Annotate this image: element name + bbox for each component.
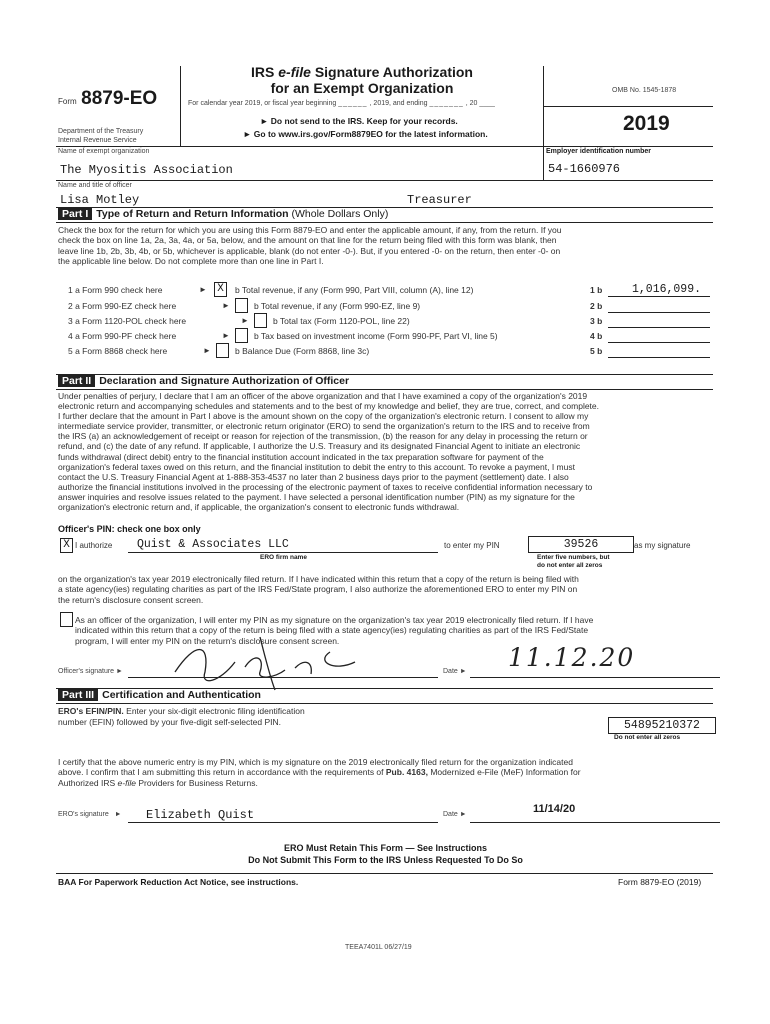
line-4a-label: 4 a Form 990-PF check here [68, 331, 177, 341]
line-5a-checkbox[interactable] [216, 343, 229, 358]
officer-signature [165, 632, 395, 692]
go-to-irs: ► Go to www.irs.gov/Form8879EO for the latest information. [243, 129, 488, 139]
irs-line: Internal Revenue Service [58, 137, 137, 144]
officer-pin-option-text: As an officer of the organization, I will enter my PIN as my signature on the organization's tax year 2019 electronically filed return. If I have indicated within this return that a copy of the return is being filed with a state agency(ies) regulating charities as part of the IRS Fed/State program, I will enter my PIN on the return's disclosure consent screen. [75, 615, 594, 646]
line-5b-number: 5 b [590, 346, 603, 356]
line-4b-label: b Tax based on investment income (Form 990-PF, Part VI, line 5) [254, 331, 498, 341]
pin-heading: Officer's PIN: check one box only [58, 524, 201, 534]
pin-note: Enter five numbers, but do not enter all zeros [537, 554, 610, 569]
line-2b-label: b Total revenue, if any (Form 990-EZ, line 9) [254, 301, 421, 311]
line-5b-label: b Balance Due (Form 8868, line 3c) [235, 346, 370, 356]
line-3a-checkbox[interactable] [254, 313, 267, 328]
ero-consent-text: on the organization's tax year 2019 electronically filed return. If I have indicated within this return that a copy of the return is being filed with a state agency(ies) regulating charities as part of the IRS Fed/State program, I also authorize the aforementioned ERO to enter my PIN on the return's disclosure consent screen. [58, 574, 579, 605]
officer-enter-pin-checkbox[interactable] [60, 612, 73, 627]
form-title: IRS e-file Signature Authorization for an Exempt Organization [251, 64, 473, 96]
baa-notice: BAA For Paperwork Reduction Act Notice, see instructions. [58, 877, 299, 887]
tax-year: 2019 [623, 112, 670, 135]
line-3b-number: 3 b [590, 316, 603, 326]
ero-signature-label: ERO's signature ► [58, 811, 122, 818]
line-2b-amount[interactable] [608, 300, 710, 313]
part-1-heading: Part I Type of Return and Return Information (Whole Dollars Only) [58, 208, 388, 220]
ein-value: 54-1660976 [548, 162, 621, 176]
part-1-instructions: Check the box for the return for which you are using this Form 8879-EO and enter the applicable amount, if any, from the return. If you check the box on line 1a, 2a, 3a, 4a, or 5a, below, and the amount on that line for the return being filed with this form was blank, then leave line 1b, 2b, 3b, 4b, or 5b, whichever is applicable, blank (do not enter -0-). But, if you entered -0- on the return, then enter -0- on the applicable line below. Do not complete more than one line in Part I. [58, 225, 562, 266]
line-3b-label: b Total tax (Form 1120-POL, line 22) [273, 316, 410, 326]
line-2b-number: 2 b [590, 301, 603, 311]
officer-title: Treasurer [407, 193, 472, 207]
tax-year-line: For calendar year 2019, or fiscal year beginning ______ , 2019, and ending _______ , 20 ____ [188, 100, 495, 107]
officer-name: Lisa Motley [60, 193, 140, 207]
line-2a-checkbox[interactable] [235, 298, 248, 313]
ero-firm-name[interactable]: Quist & Associates LLC [137, 538, 289, 551]
org-name-label: Name of exempt organization [58, 148, 150, 155]
department [58, 127, 143, 145]
org-name: The Myositis Association [60, 163, 233, 177]
line-4a-checkbox[interactable] [235, 328, 248, 343]
part-3-heading: Part III Certification and Authentication [58, 689, 261, 701]
form-word: Form [58, 97, 77, 106]
officer-label: Name and title of officer [58, 182, 132, 189]
ero-efin-pin-box[interactable] [608, 717, 716, 734]
retain-notice: ERO Must Retain This Form — See Instructions Do Not Submit This Form to the IRS Unless Requested To Do So [248, 843, 523, 865]
officer-pin-box[interactable] [528, 536, 634, 553]
ero-signature: Elizabeth Quist [146, 808, 255, 822]
form-number-block [58, 88, 157, 110]
dept-line: Department of the Treasury [58, 128, 144, 135]
efin-note: Do not enter all zeros [614, 734, 681, 741]
line-4b-amount[interactable] [608, 330, 710, 343]
ein-label: Employer identification number [546, 148, 652, 155]
ero-date: 11/14/20 [533, 803, 576, 815]
officer-date: 11.12.20 [508, 643, 636, 672]
line-3b-amount[interactable] [608, 315, 710, 328]
to-enter-pin-label: to enter my PIN [444, 541, 500, 550]
officer-pin: 39526 [563, 538, 599, 551]
line-1b-number: 1 b [590, 285, 603, 295]
line-1b-label: b Total revenue, if any (Form 990, Part VIII, column (A), line 12) [235, 285, 474, 295]
part-2-heading: Part II Declaration and Signature Authorization of Officer [58, 375, 349, 387]
ero-authorize-checkbox[interactable]: X [60, 538, 73, 553]
line-1a-label: 1 a Form 990 check here [68, 285, 163, 295]
efin-instructions: ERO's EFIN/PIN. Enter your six-digit electronic filing identification number (EFIN) followed by your five-digit self-selected PIN. [58, 706, 305, 727]
do-not-send: ► Do not send to the IRS. Keep for your records. [260, 116, 458, 126]
authorize-label: I authorize [75, 541, 113, 550]
line-4b-number: 4 b [590, 331, 603, 341]
officer-signature-label: Officer's signature ► [58, 668, 123, 675]
as-my-signature: as my signature [634, 541, 691, 550]
ero-efin-pin: 54895210372 [624, 719, 700, 732]
ero-firm-label: ERO firm name [260, 554, 307, 561]
line-2a-label: 2 a Form 990-EZ check here [68, 301, 177, 311]
line-5a-label: 5 a Form 8868 check here [68, 346, 168, 356]
line-1b-amount[interactable]: 1,016,099. [632, 283, 702, 296]
certification-text: I certify that the above numeric entry is my PIN, which is my signature on the 2019 electronically filed return for the organization indicated above. I confirm that I am submitting this return in accordance with the requirements of Pub. 4163, Modernized e-File (MeF) Information for Authorized IRS e-file Providers for Business Returns. [58, 757, 581, 788]
line-3a-label: 3 a Form 1120-POL check here [68, 316, 187, 326]
form-reference: Form 8879-EO (2019) [618, 877, 702, 887]
omb-number: OMB No. 1545-1878 [612, 87, 677, 94]
form-code: TEEA7401L 06/27/19 [345, 944, 412, 951]
declaration-text: Under penalties of perjury, I declare that I am an officer of the above organization and that I have examined a copy of the organization's 2019 electronic return and accompanying schedules and statements and to the best of my knowledge and belief, they are true, correct, and complete. I further declare that the amount in Part I above is the amount shown on the copy of the organization's electronic return. I consent to allow my intermediate service provider, transmitter, or electronic return originator (ERO) to send the organization's return to the IRS and to receive from the IRS (a) an acknowledgement of receipt or reason for rejection of the transmission, (b) the reason for any delay in processing the return or refund, and (c) the date of any refund. If applicable, I authorize the U.S. Treasury and its designated Financial Agent to initiate an electronic funds withdrawal (direct debit) entry to the financial institution account indicated in the tax preparation software for payment of the organization's federal taxes owed on this return, and the financial institution to debit the entry to this account. To revoke a payment, I must contact the U.S. Treasury Financial Agent at 1-888-353-4537 no later than 2 business days prior to the payment (settlement) date. I also authorize the financial institutions involved in the processing of the electronic payment of taxes to receive confidential information necessary to answer inquiries and resolve issues related to the payment. I have selected a personal identification number (PIN) as my signature for the organization's electronic return and, if applicable, the organization's consent to electronic funds withdrawal. [58, 391, 600, 513]
ero-date-label: Date ► [443, 811, 467, 818]
form-number: 8879-EO [81, 88, 158, 109]
officer-date-label: Date ► [443, 668, 467, 675]
line-1a-checkbox[interactable]: X [214, 282, 227, 297]
line-5b-amount[interactable] [608, 345, 710, 358]
